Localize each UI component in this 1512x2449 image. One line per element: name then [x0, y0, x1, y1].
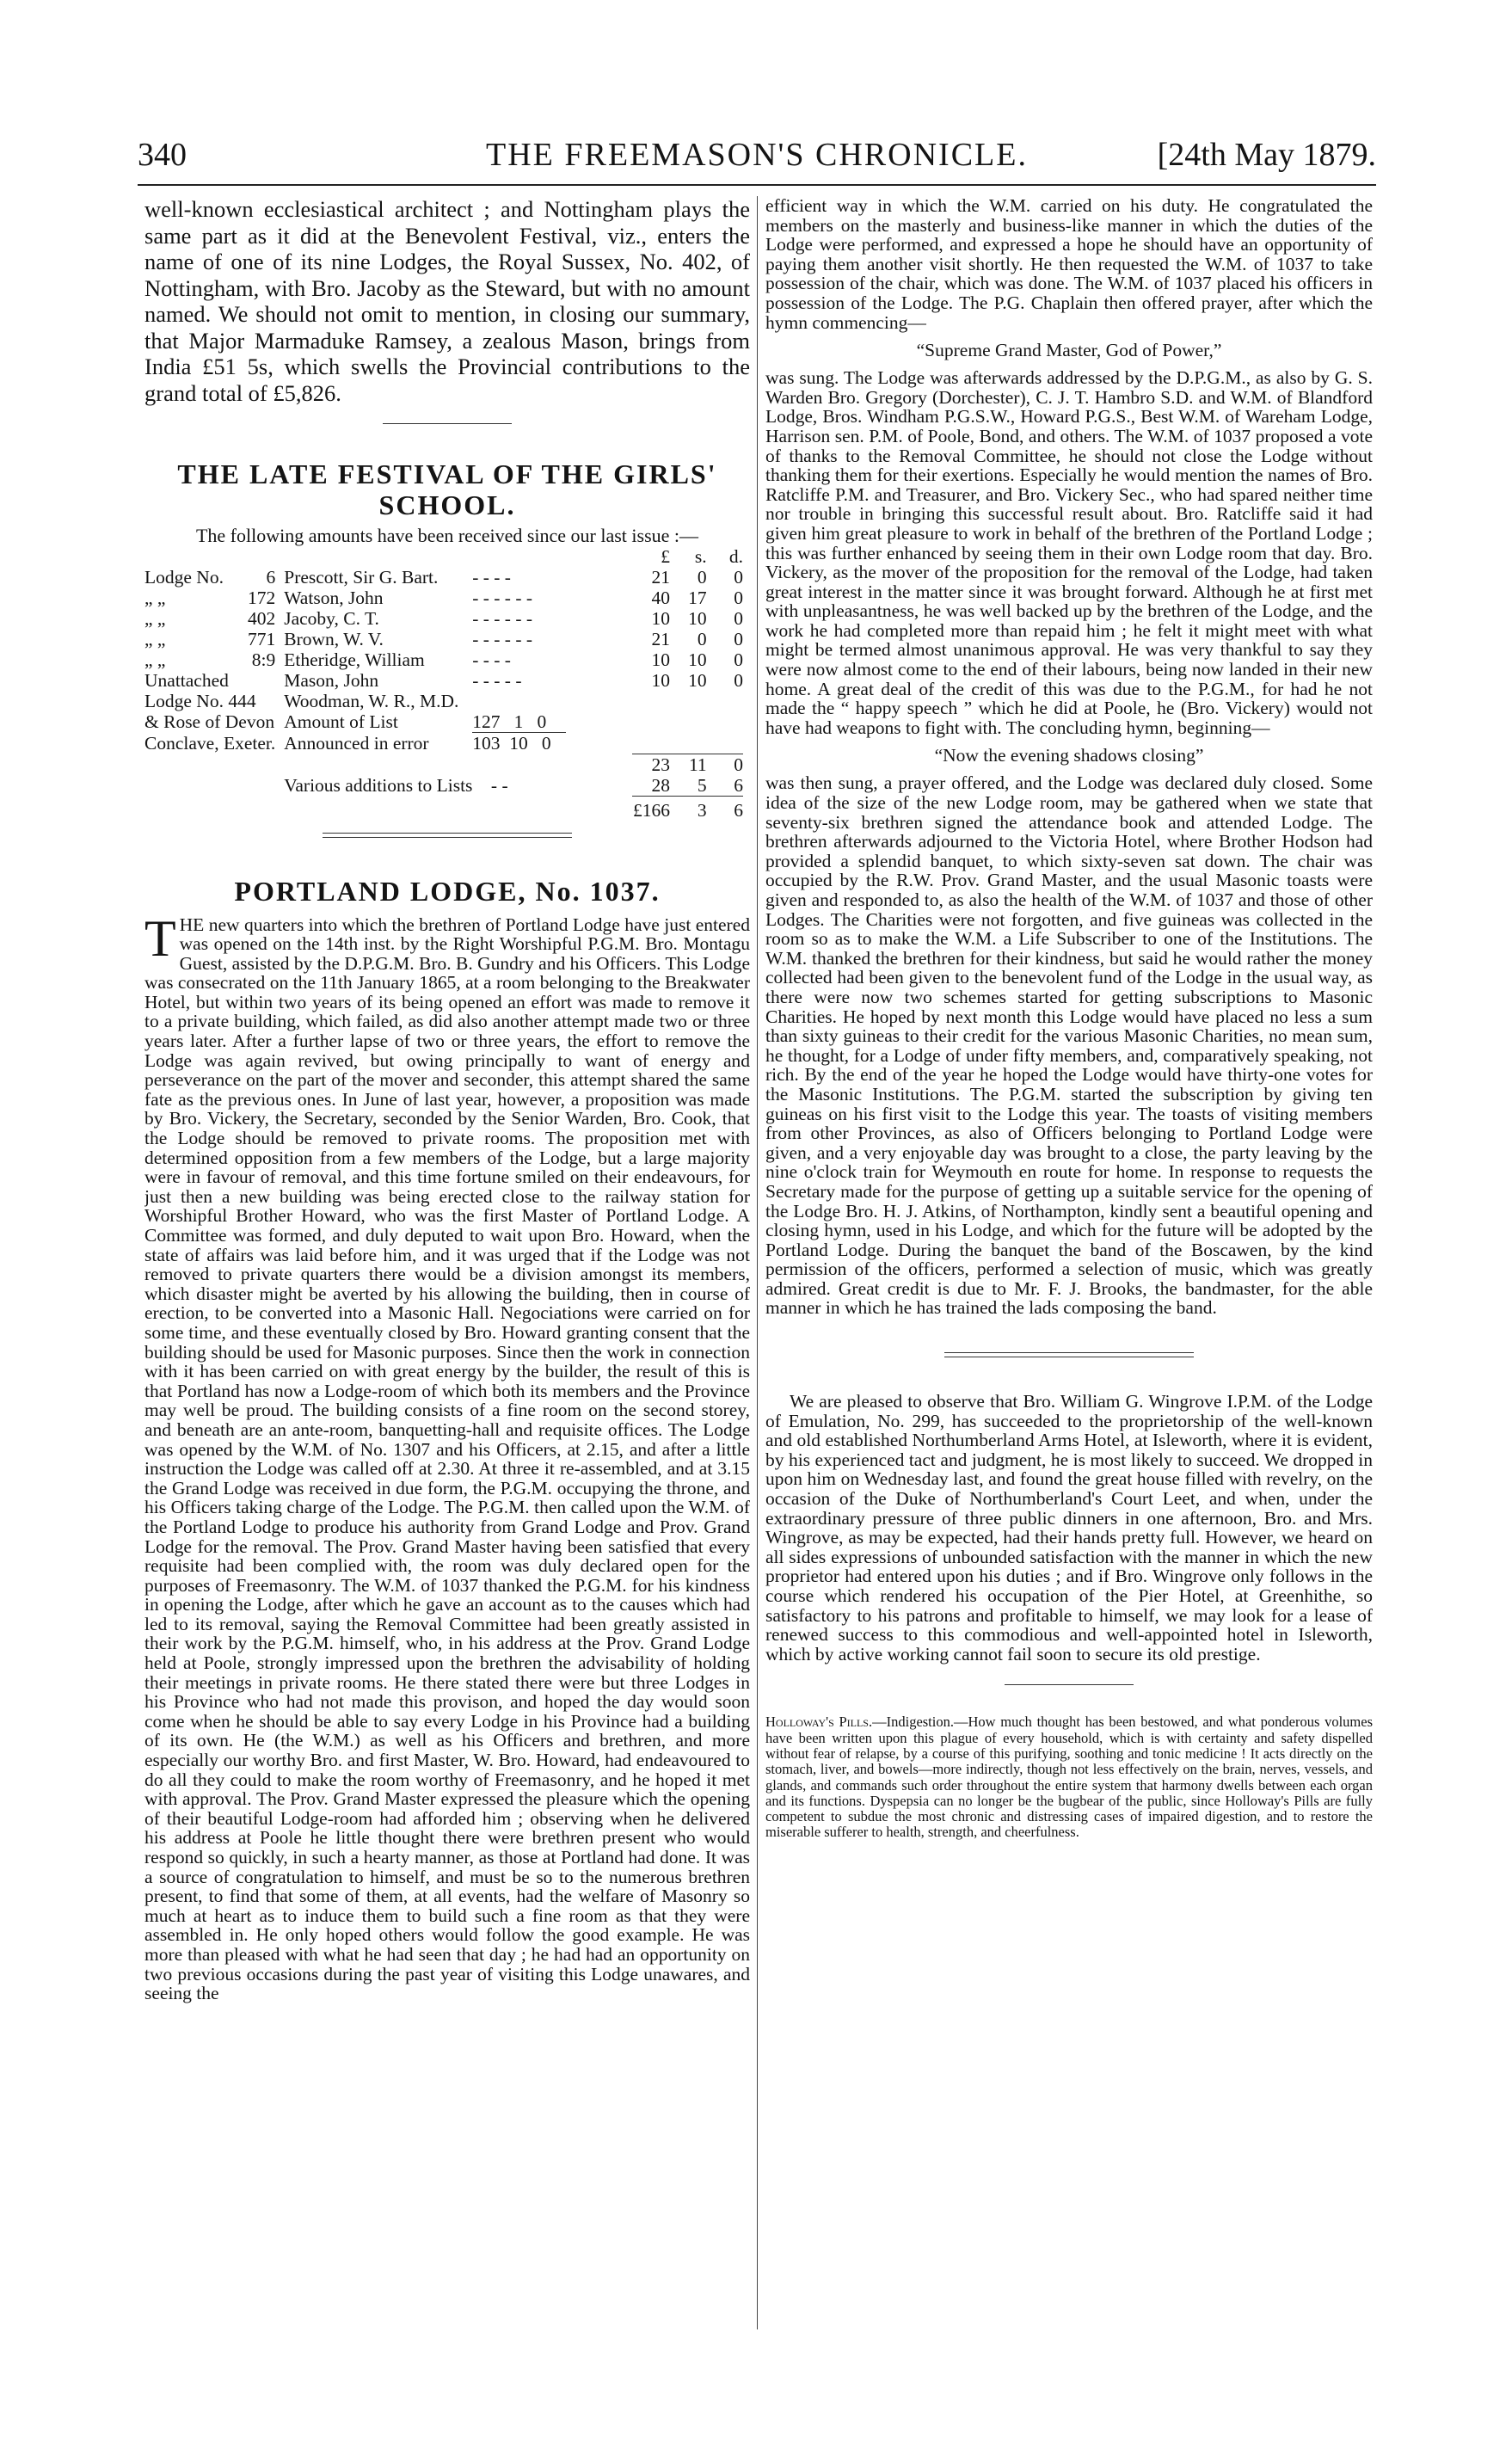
additions-label-cell	[275, 775, 566, 797]
table-row	[144, 691, 743, 711]
issue-date: [24th May 1879.	[1157, 137, 1376, 173]
advert-text: —Indigestion.—How much thought has been bestowed, and what ponderous volumes have been written upon this plague of every household, which is with certainty and safety dispelled without fear of relapse, by a course of this purifying, soothing and tonic medicine ! It acts directly on the stomach, liver, and bowels—more indirectly, though not less effectively on the brain, nerves, vessels, and glands, and commands such order throughout the entire system that harmony dwells between each organ and its functions. Dyspepsia can no longer be the bugbear of the public, since Holloway's Pills are fully competent to subdue the most chronic and distressing cases of impaired digestion, and to restore the miserable sufferer to health, strength, and cheerfulness.	[765, 1714, 1373, 1841]
pence-cell: 6	[734, 774, 743, 796]
steward-name-cell: Woodman, W. R., M.D.	[284, 691, 459, 711]
portland-title: PORTLAND LODGE, No. 1037.	[234, 875, 661, 907]
advert-paragraph	[765, 1714, 1373, 1840]
inner-pounds: 103	[472, 733, 501, 754]
table-row	[144, 588, 743, 608]
pounds-cell: 21	[651, 567, 671, 588]
leader-dots: - - - - - -	[472, 588, 533, 608]
steward-name-cell: Announced in error	[284, 732, 429, 754]
portland-text: HE new quarters into which the brethren of Portland Lodge have just entered was opened on the 14th inst. by the Right Worshipful P.G.M. Bro. Montagu Guest, assisted by the D.P.G.M. Bro. B. Gundry and his Officers. This Lodge was consecrated on the 11th January 1865, at a room belonging to the Breakwater Hotel, but within two years of its being opened an effort was made to remove it to a private building, which failed, as did also another attempt made two or three years later. After a further lapse of two or three years, the effort to remove the Lodge was again revived, but owing principally to want of energy and perseverance on the part of the mover and seconder, this attempt shared the same fate as the previous ones. In June of last year, however, a proposition was made by Bro. Vickery, the Secretary, seconded by the Senior Warden, Bro. Cook, that the Lodge should be removed to private rooms. The proposition met with determined opposition from a few members of the Lodge, but a large majority were in favour of removal, and this time fortune smiled on their endeavours, for just then a new building was being erected close to the railway station for Worshipful Brother Howard, who was the first Master of Portland Lodge. A Committee was formed, and duly deputed to wait upon Bro. Howard, when the state of affairs was laid before him, and it was urged that if the Lodge was not removed to private quarters there would be a division amongst its members, which disaster might be averted by his allowing the building, then in course of erection, to be converted into a Masonic Hall. Negociations were carried on for some time, and these eventually closed by Bro. Howard granting consent that the building should be used for Masonic purposes. Since then the work in connection with it has been carried on with great energy by the builder, the result of this is that Portland has now a Lodge-room of which both its members and the Province may well be proud. The building consists of a fine room on the second storey, and beneath are an ante-room, banquetting-hall and requisite offices. The Lodge was opened by the W.M. of No. 1307 and his Officers, at 2.15, and after a little instruction the Lodge was called off at 2.30. At three it re-assembled, and at 3.15 the Grand Lodge was received in due form, the P.G.M. occupying the throne, and his Officers taking charge of the Lodge. The P.G.M. then called upon the W.M. of the Portland Lodge to produce his authority from Grand Lodge and Prov. Grand Lodge for the removal. The Prov. Grand Master having been satisfied that every requisite had been complied with, the room was duly declared open for the purposes of Freemasonry. The W.M. of 1037 thanked the P.G.M. for his kindness in opening the Lodge, after which he gave an account as to the causes which had led to its removal, saying the Removal Committee had been greatly assisted in their work by the P.G.M. himself, who, in his address at the Prov. Grand Lodge held at Poole, strongly impressed upon the brethren the advisability of holding their meetings in private rooms. He there stated there were but three Lodges in his Province who had not made this provison, and hoped the day would soon come when he should be able to say every Lodge in his Province had a building of its own. He (the W.M.) as well as his Officers and brethren, and more especially our worthy Bro. and first Master, W. Bro. Howard, had endeavoured to do all they could to make the room worthy of Freemasonry, and he hoped it met with approval. The Prov. Grand Master expressed the pleasure which the opening of their beautiful Lodge-room had afforded him ; observing when he delivered his address at Poole he little thought there were brethren present who would respond so quickly, in such a hearty manner, as those at Portland had done. It was a source of congratulation to himself, and must be so to the numerous brethren present, to find that some of them, at all events, had the welfare of Masonry so much at heart as to induce them to build such a fine room as that they were assembled in. He only hoped others would follow the good example. He was more than pleased with what he had seen that day ; he had had an opportunity on two previous occasions during the past year of visiting this Lodge unawares, and seeing the	[144, 914, 750, 2004]
shillings-cell: 10	[688, 649, 707, 670]
total-pounds: £166	[632, 796, 670, 821]
table-row	[144, 649, 743, 670]
lodge-number-cell: 6	[266, 567, 276, 588]
table-row	[144, 629, 743, 649]
additions-label: Various additions to Lists	[284, 774, 473, 796]
wingrove-paragraph: We are pleased to observe that Bro. William G. Wingrove I.P.M. of the Lodge of Emulation, No. 299, has succeeded to the proprietorship of the well-known and old established Northumberland Arms Hotel, at Isleworth, where it is evident, by his experienced tact and judgment, he is most likely to succeed. We dropped in upon him on Wednesday last, and found the great house filled with revelry, on the occasion of the Duke of Northumberland's Court Leet, and when, under the extraordinary pressure of three public dinners in one afternoon, Bro. and Mrs. Wingrove, as may be expected, had their hands pretty full. However, we heard on all sides expressions of unbounded satisfaction with the manner in which the new proprietor had entered upon his duties ; and if Bro. Wingrove only follows in the course which rendered his occupation of the Pier Hotel, at Greenhithe, so satisfactory to his patrons and profitable to himself, we may look for a lease of renewed success to this commodious and well-appointed hotel in Isleworth, which by active working cannot fail soon to secure its old prestige.	[765, 1391, 1373, 1664]
table-row	[144, 608, 743, 629]
inner-amount-cell	[472, 711, 566, 733]
total-shillings: 3	[670, 796, 707, 821]
pounds-cell: 21	[651, 629, 671, 649]
pounds-cell: 10	[651, 649, 671, 670]
lodge-cell: „ „	[144, 608, 166, 629]
pounds-cell: 10	[651, 670, 671, 691]
leader-dots: - - - -	[472, 567, 511, 588]
hymn-quote: “Now the evening shadows closing”	[934, 745, 1204, 766]
lodge-cell: Lodge No.	[144, 567, 224, 588]
portland-paragraph	[144, 909, 750, 2004]
currency-header-row	[144, 546, 743, 567]
shillings-cell: 5	[697, 774, 707, 796]
leader-dots: - - - - - -	[472, 629, 533, 649]
lodge-cell: & Rose of Devon	[144, 711, 275, 732]
inner-shillings: 10	[509, 733, 528, 754]
leader-dots: - - - -	[472, 649, 511, 670]
steward-name-cell: Brown, W. V.	[284, 629, 384, 649]
page-number: 340	[138, 137, 187, 173]
festival-title: THE LATE FESTIVAL OF THE GIRLS' SCHOOL.	[177, 458, 717, 520]
page-header	[138, 136, 1376, 175]
pence-cell: 0	[734, 629, 743, 649]
pence-cell: 0	[734, 670, 743, 691]
intro-paragraph: well-known ecclesiastical architect ; and Nottingham plays the same part as it did at the Benevolent Festival, viz., enters the name of one of its nine Lodges, the Royal Sussex, No. 402, of Nottingham, with Bro. Jacoby as the Steward, but with no amount named. We should not omit to mention, in closing our summary, that Major Marmaduke Ramsey, a zealous Mason, brings from India £51 5s, which swells the Provincial contributions to the grand total of £5,826.	[144, 196, 750, 406]
leader-dots: - -	[490, 774, 508, 796]
column-divider	[757, 196, 758, 2329]
festival-subtitle: The following amounts have been received since our last issue :—	[195, 525, 699, 546]
pounds-header: £	[661, 546, 671, 567]
shillings-header: s.	[694, 546, 707, 567]
pence-cell: 0	[734, 588, 743, 608]
total-pence: 6	[707, 796, 743, 821]
steward-name-cell: Prescott, Sir G. Bart.	[284, 567, 439, 588]
pence-cell: 0	[734, 649, 743, 670]
inner-pence: 0	[541, 733, 551, 754]
left-column	[144, 196, 750, 2347]
shillings-cell: 10	[688, 608, 707, 629]
leader-dots: - - - - - -	[472, 608, 533, 629]
drop-cap: T	[144, 909, 176, 967]
lodge-cell: „ „	[144, 629, 166, 649]
table-row	[144, 567, 743, 588]
shillings-cell: 10	[688, 670, 707, 691]
right-column	[765, 196, 1373, 2347]
pounds-cell: 40	[651, 588, 671, 608]
lodge-cell: „ „	[144, 588, 166, 608]
shillings-cell: 0	[697, 629, 707, 649]
pence-header: d.	[728, 546, 743, 567]
lodge-number-cell: 771	[247, 629, 276, 649]
inner-pounds: 127	[472, 711, 501, 732]
table-row	[144, 670, 743, 691]
lodge-cell: „ „	[144, 649, 166, 670]
pounds-cell: 23	[632, 754, 670, 775]
pounds-cell: 10	[651, 608, 671, 629]
lodge-cell: Unattached	[144, 670, 229, 691]
shillings-cell: 11	[670, 754, 707, 775]
leader-dots: - - - - -	[472, 670, 522, 691]
portland-continued: was then sung, a prayer offered, and the Lodge was declared duly closed. Some idea of the size of the new Lodge room, may be gathered when we state that seventy-six brethren signed the attendance book and attended Lodge. The brethren afterwards adjourned to the Victoria Hotel, where Brother Hodson had provided a splendid banquet, to which sixty-seven sat down. The chair was occupied by the R.W. Prov. Grand Master, and the usual Masonic toasts were given and responded to, as also the health of the W.M. of 1037 and those of other Lodges. The Charities were not forgotten, and five guineas was collected in the room so as to make the W.M. a Life Subscriber to one of the Institutions. The W.M. thanked the brethren for their kindness, but said he would rather the money collected had been given to the benevolent fund of the Lodge in the usual way, as there were now two schemes started for getting subscriptions to Masonic Charities. He hoped by next month this Lodge would have placed no less a sum than sixty guineas to their credit for the various Masonic Charities, no mean sum, he thought, for a Lodge of under fifty members, and, comparatively speaking, not rich. By the end of the year he hoped the Lodge would have thirty-one votes for the Masonic Institutions. The P.G.M. started the subscription by giving ten guineas on his first visit to the Lodge this year. The toasts of visiting members from other Provinces, as also of Officers belonging to Portland Lodge were given, and a very enjoyable day was brought to a close, the party leaving by the nine o'clock train for Weymouth en route for home. In response to requests the Secretary made for the purpose of getting up a suitable service for the opening of the Lodge Bro. H. J. Atkins, of Northampton, kindly sent a beautiful opening and closing hymn, used in his Lodge, and which for the future will be adopted by the Portland Lodge. During the banquet the band of the Boscawen, by the kind permission of the officers, performed a selection of music, which was greatly admired. Great credit is due to Mr. F. J. Brooks, the bandmaster, for the able manner in which he has trained the lads composing the band.	[765, 772, 1373, 1319]
steward-name-cell: Jacoby, C. T.	[284, 608, 379, 629]
lodge-number-cell: 402	[247, 608, 276, 629]
inner-amount-cell	[472, 733, 566, 754]
table-row	[144, 733, 743, 754]
steward-name-cell: Amount of List	[284, 711, 398, 732]
header-rule	[138, 184, 1376, 186]
advert-lead: Holloway's Pills.	[765, 1714, 873, 1731]
additions-row	[144, 775, 743, 797]
pence-cell: 0	[707, 754, 743, 775]
pounds-cell: 28	[651, 774, 671, 796]
portland-continued: was sung. The Lodge was afterwards addressed by the D.P.G.M., as also by G. S. Warden Bro. Gregory (Dorchester), C. J. T. Hambro S.D. and W.M. of Blandford Lodge, Bros. Windham P.G.S.W., Howard P.G.S., Best W.M. of Wareham Lodge, Harrison sen. P.M. of Poole, Bond, and others. The W.M. of 1037 proposed a vote of thanks to the Removal Committee, he should not close the Lodge without thanking them for their exertions. Especially he would mention the names of Bro. Ratcliffe P.M. and Treasurer, and Bro. Vickery Sec., who had spared neither time nor trouble in bringing this successful result about. Bro. Ratcliffe said it had given him great pleasure to work in behalf of the brethren of the Portland Lodge ; this was further enhanced by seeing them in their own Lodge room that day. Bro. Vickery, as the mover of the proposition for the removal of the Lodge, had taken great interest in the matter since it was brought forward. Although he at first met with unpleasantness, he was well backed up by the brethren of the Lodge, and the work he had completed more than repaid him ; he felt it might meet with what might be termed almost unanimous approval. He was very thankful to say they were now almost come to the end of their labours, being now landed in their new home. A great deal of the credit of this was due to the P.G.M., for had he not made the “ happy speech ” which he did at Poole, he (Bro. Vickery) would not have had weapons to fight with. The concluding hymn, beginning—	[765, 367, 1373, 738]
steward-name-cell: Watson, John	[284, 588, 384, 608]
portland-continued: efficient way in which the W.M. carried on his duty. He congratulated the members on the masterly and business-like manner in which the duties of the Lodge were performed, and expressed a hope he should have an opportunity of paying them another visit shortly. He then requested the W.M. of 1037 to take possession of the chair, which was done. The W.M. of 1037 placed his officers in possession of the Lodge. The P.G. Chaplain then offered prayer, after which the hymn commencing—	[765, 196, 1373, 333]
lodge-number-cell: 8:9	[251, 649, 276, 670]
inner-shillings: 1	[513, 711, 524, 732]
amounts-table	[144, 546, 743, 821]
lodge-cell: Lodge No. 444	[144, 691, 256, 711]
subtotal-row	[144, 754, 743, 775]
shillings-cell: 17	[688, 588, 707, 608]
steward-name-cell: Etheridge, William	[284, 649, 425, 670]
masthead: THE FREEMASON'S CHRONICLE.	[486, 137, 1028, 173]
lodge-cell: Conclave, Exeter.	[144, 732, 276, 754]
pence-cell: 0	[734, 608, 743, 629]
shillings-cell: 0	[697, 567, 707, 588]
lodge-number-cell: 172	[247, 588, 276, 608]
table-row	[144, 711, 743, 733]
total-row	[144, 796, 743, 821]
hymn-quote: “Supreme Grand Master, God of Power,”	[916, 340, 1222, 361]
pence-cell: 0	[734, 567, 743, 588]
inner-pence: 0	[537, 711, 547, 732]
steward-name-cell: Mason, John	[284, 670, 379, 691]
